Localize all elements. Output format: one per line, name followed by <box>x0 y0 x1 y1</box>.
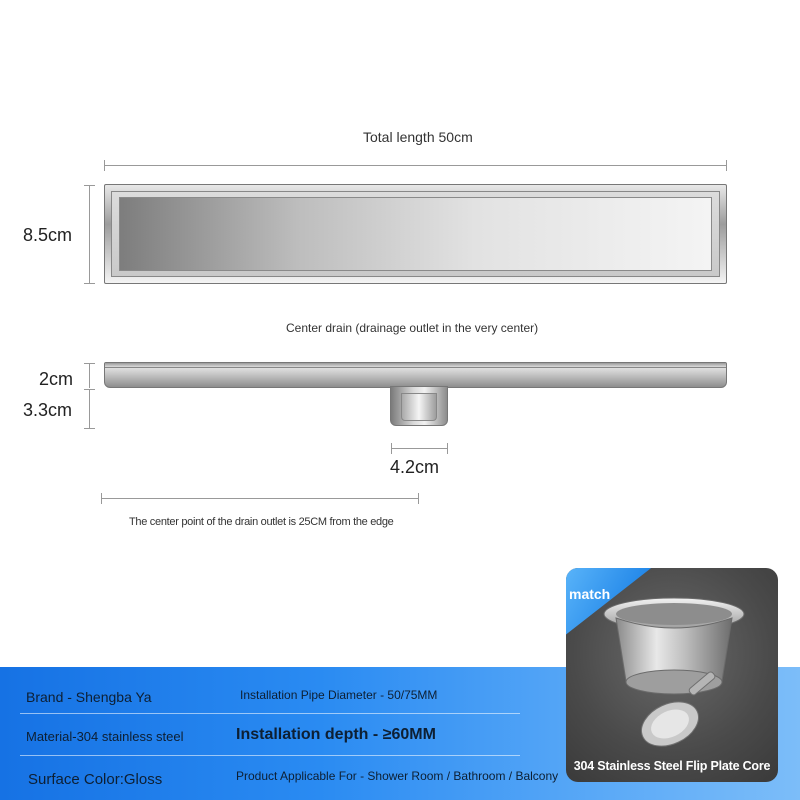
center-point-dimension-line <box>101 498 419 499</box>
total-length-dimension-line <box>104 165 727 166</box>
outlet-diameter-label: 4.2cm <box>390 457 440 477</box>
height-tick-mid <box>84 389 95 390</box>
top-height-dimension-line <box>89 363 90 388</box>
match-caption: 304 Stainless Steel Flip Plate Core <box>573 759 771 773</box>
drain-top-view-image <box>104 184 727 284</box>
pipe-diameter-spec: Installation Pipe Diameter - 50/75MM <box>240 688 438 702</box>
flip-plate-core-image <box>596 586 756 756</box>
width-label: 8.5cm <box>23 225 73 245</box>
width-tick-bottom <box>84 283 95 284</box>
center-point-note: The center point of the drain outlet is 25CM from the edge <box>129 516 394 528</box>
outlet-dimension-line <box>391 448 448 449</box>
height-tick-bottom <box>84 428 95 429</box>
match-card <box>566 568 778 782</box>
width-dimension-line <box>89 185 90 284</box>
spec-divider <box>20 713 520 714</box>
depth-spec: Installation depth - ≥60MM <box>236 726 436 743</box>
match-label: match <box>569 586 611 602</box>
surface-spec: Surface Color:Gloss <box>28 771 163 788</box>
material-spec: Material-304 stainless steel <box>26 729 184 744</box>
dimension-tick-right <box>726 160 727 171</box>
dimension-tick-left <box>104 160 105 171</box>
outlet-tick-left <box>391 443 392 454</box>
bottom-height-dimension-line <box>89 390 90 428</box>
brand-spec: Brand - Shengba Ya <box>26 689 152 705</box>
center-drain-note: Center drain (drainage outlet in the very center) <box>286 321 539 335</box>
width-tick-top <box>84 185 95 186</box>
outlet-tick-right <box>447 443 448 454</box>
center-tick-left <box>101 493 102 504</box>
center-tick-right <box>418 493 419 504</box>
total-length-label: Total length 50cm <box>363 129 473 145</box>
drain-side-view-image <box>104 362 727 388</box>
height-tick-top <box>84 363 95 364</box>
applicable-spec: Product Applicable For - Shower Room / Bathroom / Balcony <box>236 769 559 783</box>
top-height-label: 2cm <box>39 369 74 389</box>
drain-outlet-image <box>390 386 448 426</box>
bottom-height-label: 3.3cm <box>23 400 73 420</box>
spec-divider <box>20 755 520 756</box>
